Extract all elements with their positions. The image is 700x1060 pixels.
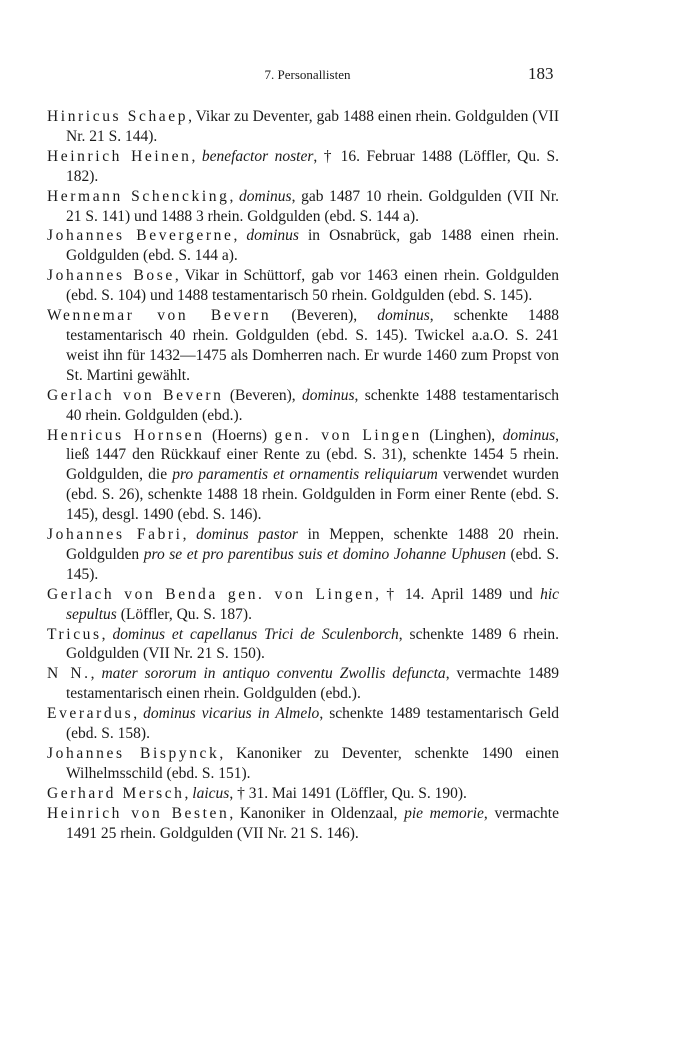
list-entry bbox=[47, 107, 559, 147]
entry-text: verwendet wurden (ebd. S. 26), schenkte 1488 18 rhein. Goldgulden in Form einer Rente (ebd. S. 145), desgl. 1490 (ebd. S. 146). bbox=[66, 466, 560, 524]
italic-phrase: mater sororum in antiquo conventu Zwollis defuncta bbox=[101, 665, 446, 683]
entry-text: , ließ 1447 den Rückkauf einer Rente zu (ebd. S. 31), schenkte 1454 5 rhein. Goldgulden, die bbox=[66, 426, 559, 484]
italic-phrase: dominus bbox=[502, 426, 556, 444]
list-entry bbox=[47, 704, 559, 744]
italic-phrase: dominus vicarius in Almelo bbox=[143, 705, 320, 723]
entry-text: , Vikar zu Deventer, gab 1488 einen rhein. Goldgulden (VII Nr. 21 S. 144). bbox=[66, 108, 559, 145]
list-entry bbox=[47, 426, 559, 526]
entry-text: (Linghen), bbox=[421, 426, 503, 444]
italic-phrase: dominus bbox=[301, 386, 355, 404]
entry-text: , bbox=[133, 705, 144, 723]
italic-phrase: laicus bbox=[192, 784, 230, 802]
person-name: gen. von Lingen bbox=[274, 426, 422, 444]
person-name: Hermann Schencking bbox=[47, 187, 230, 205]
list-entry bbox=[47, 804, 559, 844]
person-name: Johannes Bispynck bbox=[47, 745, 220, 762]
entry-text: (ebd. S. 145). bbox=[66, 545, 559, 583]
person-name: Johannes Fabri bbox=[47, 526, 183, 544]
entry-text: in Osnabrück, gab 1488 einen rhein. Goldgulden (ebd. S. 144 a). bbox=[66, 227, 560, 265]
entry-text: , schenkte 1488 testamentarisch 40 rhein. Goldgulden (ebd. S. 145). Twickel a.a.O. S. 241 weist ihn für 1432—1475 als Domherren nach. Er wurde 1460 zum Propst von St. Martini gewählt. bbox=[66, 307, 559, 384]
person-name: Wennemar von Bevern bbox=[47, 307, 272, 325]
italic-phrase: pro se et pro parentibus suis et domino Johanne Uphusen bbox=[143, 545, 506, 563]
italic-phrase: dominus bbox=[377, 307, 430, 325]
list-entry bbox=[47, 187, 559, 227]
person-name: Gerlach von Benda gen. von Lingen bbox=[47, 585, 376, 603]
italic-phrase: benefactor noster bbox=[201, 147, 314, 165]
entry-text: (Beveren), bbox=[223, 386, 302, 404]
entry-text: , † 31. Mai 1491 (Löffler, Qu. S. 190). bbox=[229, 784, 467, 802]
running-title: 7. Personallisten bbox=[264, 67, 351, 82]
person-name: Hinricus Schaep bbox=[47, 108, 189, 125]
entry-text: , vermachte 1491 25 rhein. Goldgulden (VII Nr. 21 S. 146). bbox=[66, 804, 559, 842]
italic-phrase: dominus bbox=[239, 187, 292, 205]
entry-text: (Hoerns) bbox=[204, 426, 275, 444]
person-name: Johannes Bevergerne bbox=[47, 227, 234, 245]
entry-text: , schenkte 1489 testamentarisch Geld (ebd. S. 158). bbox=[66, 705, 559, 743]
list-entry bbox=[47, 525, 559, 585]
list-entry bbox=[47, 784, 559, 804]
list-entry bbox=[47, 625, 559, 665]
list-entry bbox=[47, 664, 559, 704]
entry-text: (Beveren), bbox=[271, 307, 378, 325]
person-name: Gerhard Mersch bbox=[47, 784, 185, 802]
entry-text: (Löffler, Qu. S. 187). bbox=[116, 605, 252, 623]
entry-text: , bbox=[184, 784, 193, 802]
person-name: Gerlach von Bevern bbox=[47, 386, 224, 404]
page-number: 183 bbox=[528, 64, 554, 83]
entry-text: , † 14. April 1489 und bbox=[375, 585, 541, 603]
person-name: Henricus Hornsen bbox=[47, 426, 205, 444]
entry-text: , bbox=[101, 625, 113, 643]
list-entry bbox=[47, 147, 559, 187]
person-list bbox=[47, 107, 559, 844]
person-name: Johannes Bose bbox=[47, 267, 175, 285]
entry-text: , vermachte 1489 testamentarisch einen rhein. Goldgulden (ebd.). bbox=[66, 665, 560, 703]
entry-text: , bbox=[229, 187, 240, 205]
entry-text: , bbox=[90, 665, 102, 683]
list-entry bbox=[47, 226, 559, 266]
entry-text: , Vikar in Schüttorf, gab vor 1463 einen rhein. Goldgulden (ebd. S. 104) und 1488 testamentarisch 50 rhein. Goldgulden (ebd. S. 145). bbox=[66, 267, 560, 305]
list-entry bbox=[47, 386, 559, 426]
entry-text: , schenkte 1488 testamentarisch 40 rhein. Goldgulden (ebd.). bbox=[66, 386, 559, 424]
person-name: Heinrich Heinen bbox=[47, 147, 192, 165]
entry-text: in Meppen, schenkte 1488 20 rhein. Goldgulden bbox=[66, 526, 559, 563]
entry-text: , bbox=[191, 147, 202, 165]
entry-text: , schenkte 1489 6 rhein. Goldgulden (VII Nr. 21 S. 150). bbox=[66, 625, 559, 663]
list-entry bbox=[47, 306, 559, 386]
page-header bbox=[0, 66, 700, 86]
entry-text: , † 16. Februar 1488 (Löffler, Qu. S. 182). bbox=[66, 147, 559, 185]
person-name: N N. bbox=[47, 665, 91, 683]
entry-text: , bbox=[233, 227, 247, 245]
list-entry bbox=[47, 744, 559, 784]
italic-phrase: hic sepultus bbox=[66, 585, 559, 623]
italic-phrase: dominus et capellanus Trici de Sculenborch bbox=[112, 625, 399, 643]
entry-text: , Kanoniker in Oldenzaal, bbox=[229, 804, 405, 822]
entry-text: , bbox=[182, 526, 197, 544]
list-entry bbox=[47, 266, 559, 306]
italic-phrase: pie memorie bbox=[404, 804, 484, 822]
italic-phrase: pro paramentis et ornamentis reliquiarum bbox=[172, 466, 438, 484]
list-entry bbox=[47, 585, 559, 625]
person-name: Everardus bbox=[47, 705, 134, 723]
person-name: Tricus bbox=[47, 625, 102, 643]
person-name: Heinrich von Besten bbox=[47, 804, 230, 822]
italic-phrase: dominus bbox=[246, 227, 299, 245]
italic-phrase: dominus pastor bbox=[196, 526, 298, 544]
entry-text: , Kanoniker zu Deventer, schenkte 1490 einen Wilhelmsschild (ebd. S. 151). bbox=[66, 745, 559, 782]
entry-text: , gab 1487 10 rhein. Goldgulden (VII Nr. 21 S. 141) und 1488 3 rhein. Goldgulden (ebd. S. 144 a). bbox=[66, 187, 560, 225]
